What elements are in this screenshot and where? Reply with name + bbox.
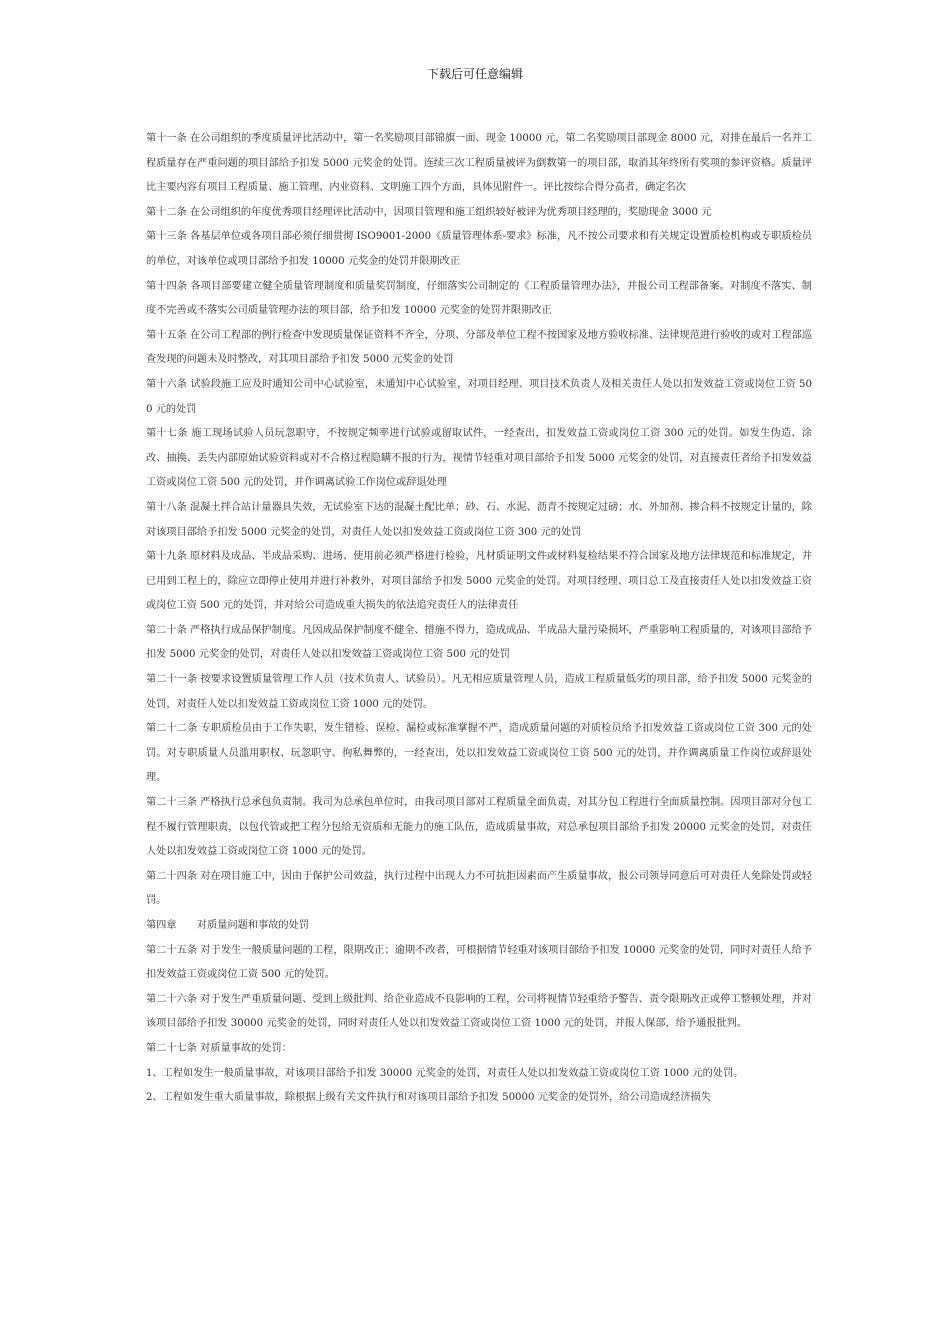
article-16: 第十六条 试验段施工应及时通知公司中心试验室，未通知中心试验室，对项目经理、项目技术负责人及相关责任人处以扣发效益工资或岗位工资 500 元的处罚 bbox=[146, 378, 812, 415]
article-13: 第十三条 各基层单位或各项目部必须仔细贯彻 ISO9001-2000《质量管理体系-要求》标准，凡不按公司要求和有关规定设置质检机构或专职质检员的单位，对该单位或项目部给予扣发 10000 元奖金的处罚并限期改正 bbox=[146, 231, 812, 267]
list-item-2: 2、工程如发生重大质量事故，除根据上级有关文件执行和对该项目部给予扣发 50000 元奖金的处罚外，给公司造成经济损失 bbox=[146, 1092, 711, 1104]
article-24: 第二十四条 对在项目施工中，因由于保护公司效益，执行过程中出现人力不可抗拒因素而产生质量事故，报公司领导同意后可对责任人免除处罚或轻罚。 bbox=[146, 870, 812, 907]
article-12: 第十二条 在公司组织的年度优秀项目经理评比活动中，因项目管理和施工组织较好被评为优秀项目经理的，奖励现金 3000 元 bbox=[146, 206, 712, 218]
article-15: 第十五条 在公司工程部的例行检查中发现质量保证资料不齐全，分项、分部及单位工程不按国家及地方验收标准、法律规范进行验收的或对工程部巡查发现的问题未及时整改，对其项目部给予扣发 5000 元奖金的处罚 bbox=[146, 329, 812, 366]
chapter-4-heading: 第四章 对质量问题和事故的处罚 bbox=[146, 920, 309, 931]
article-14: 第十四条 各项目部要建立健全质量管理制度和质量奖罚制度，仔细落实公司制定的《工程质量管理办法》，并报公司工程部备案。对制度不落实、制度不完善或不落实公司质量管理办法的项目部，给予扣发 10000 元奖金的处罚并限期改正 bbox=[146, 280, 812, 317]
article-21: 第二十一条 按要求设置质量管理工作人员（技术负责人、试验员）。凡无相应质量管理人员，造成工程质量低劣的项目部，给予扣发 5000 元奖金的处罚，对责任人处以扣发效益工资或岗位工资 1000 元的处罚。 bbox=[146, 674, 812, 710]
article-20: 第二十条 严格执行成品保护制度。凡因成品保护制度不健全、措施不得力，造成成品、半成品大量污染损坏，严重影响工程质量的，对该项目部给予扣发 5000 元奖金的处罚，对责任人处以扣发效益工资或岗位工资 500 元的处罚 bbox=[146, 624, 812, 661]
article-17: 第十七条 施工现场试验人员玩忽职守，不按规定频率进行试验或留取试件，一经查出，扣发效益工资或岗位工资 300 元的处罚。如发生伪造、涂改、抽换、丢失内部原始试验资料或对不合格过程隐瞒不报的行为，视情节轻重对项目部给予扣发 5000 元奖金的处罚，对直接责任者给予扣发效益工资或岗位工资 500 元的处罚，并作调离试验工作岗位或辞退处理 bbox=[146, 428, 812, 489]
article-27: 第二十七条 对质量事故的处罚： bbox=[146, 1042, 292, 1054]
document-body bbox=[146, 127, 812, 1111]
article-22: 第二十二条 专职质检员由于工作失职，发生错检、误检、漏检或标准掌握不严，造成质量问题的对质检员给予扣发效益工资或岗位工资 300 元的处罚。对专职质量人员滥用职权、玩忽职守、徇私舞弊的，一经查出，处以扣发效益工资或岗位工资 500 元的处罚，并作调离质量工作岗位或辞退处理。 bbox=[146, 723, 812, 784]
article-18: 第十八条 混凝土拌合站计量器具失效，无试验室下达的混凝土配比单；砂、石、水泥、沥青不按规定过磅；水、外加剂、掺合料不按规定计量的，除对该项目部给予扣发 5000 元奖金的处罚，对责任人处以扣发效益工资或岗位工资 300 元的处罚 bbox=[146, 501, 812, 538]
article-19: 第十九条 原材料及成品、半成品采购、进场、使用前必须严格进行检验，凡材质证明文件或材料复检结果不符合国家及地方法律规范和标准规定，并已用到工程上的，除应立即停止使用并进行补救外，对项目部给予扣发 5000 元奖金的处罚。对项目经理、项目总工及直接责任人处以扣发效益工资或岗位工资 500 元的处罚，并对给公司造成重大损失的依法追究责任人的法律责任 bbox=[146, 551, 812, 612]
article-25: 第二十五条 对于发生一般质量问题的工程，限期改正；逾期不改者，可根据情节轻重对该项目部给予扣发 10000 元奖金的处罚，同时对责任人给予扣发效益工资或岗位工资 500 元的处罚。 bbox=[146, 944, 812, 981]
article-26: 第二十六条 对于发生严重质量问题、受到上级批判、给企业造成不良影响的工程，公司将视情节轻重给予警告、责令限期改正或停工整顿处理，并对该项目部给予扣发 30000 元奖金的处罚，同时对责任人处以扣发效益工资或岗位工资 1000 元的处罚，并报人保部，给予通报批判。 bbox=[146, 993, 812, 1030]
article-11: 第十一条 在公司组织的季度质量评比活动中，第一名奖励项目部锦旗一面、现金 10000 元，第二名奖励项目部现金 8000 元，对排在最后一名并工程质量存在严重问题的项目部给予扣发 5000 元奖金的处罚。连续三次工程质量被评为倒数第一的项目部，取消其年终所有奖项的参评资格。质量评比主要内容有项目工程质量、施工管理、内业资料、文明施工四个方面，具体见附件一。评比按综合得分高者，确定名次 bbox=[146, 133, 812, 194]
page-header: 下载后可任意编辑 bbox=[426, 67, 523, 81]
list-item-1: 1、工程如发生一般质量事故，对该项目部给予扣发 30000 元奖金的处罚，对责任人处以扣发效益工资或岗位工资 1000 元的处罚。 bbox=[146, 1067, 744, 1079]
article-23: 第二十三条 严格执行总承包负责制。我司为总承包单位时，由我司项目部对工程质量全面负责，对其分包工程进行全面质量控制。因项目部对分包工程不履行管理职责，以包代管或把工程分包给无资质和无能力的施工队伍，造成质量事故，对总承包项目部给予扣发 20000 元奖金的处罚，对责任人处以扣发效益工资或岗位工资 1000 元的处罚。 bbox=[146, 797, 812, 858]
